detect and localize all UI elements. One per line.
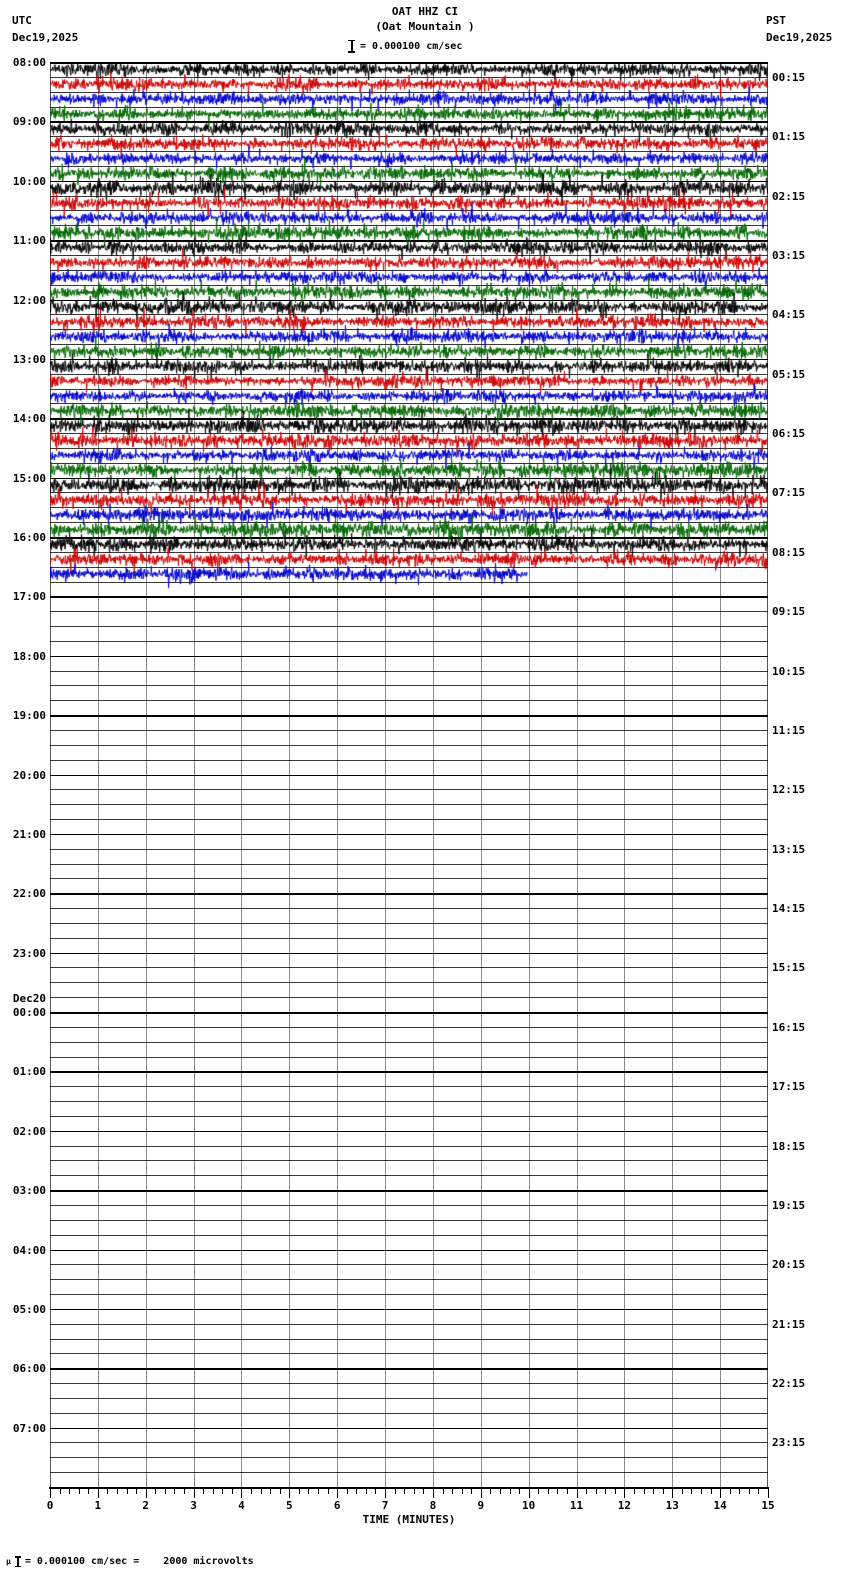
x-axis-tick-label: 9 xyxy=(477,1499,485,1512)
hour-label-pst: 03:15 xyxy=(772,248,806,262)
hour-label-utc: 22:00 xyxy=(12,887,46,901)
hour-label-pst: 14:15 xyxy=(772,902,806,916)
hour-label-utc: 04:00 xyxy=(12,1243,46,1257)
x-axis-minor-tick xyxy=(213,1487,214,1494)
hour-label-pst: 09:15 xyxy=(772,605,806,619)
hour-label-utc: 11:00 xyxy=(12,234,46,248)
x-axis-minor-tick xyxy=(117,1487,118,1494)
hour-label-utc: 13:00 xyxy=(12,352,46,366)
x-axis-minor-tick xyxy=(318,1487,319,1494)
x-axis-minor-tick xyxy=(261,1487,262,1494)
scale-legend xyxy=(348,38,462,54)
x-axis-title: TIME (MINUTES) xyxy=(362,1513,456,1526)
x-axis-minor-tick xyxy=(644,1487,645,1494)
x-axis-major-tick xyxy=(50,1487,51,1498)
x-axis-minor-tick xyxy=(567,1487,568,1494)
station-title: OAT HHZ CI xyxy=(391,5,459,18)
x-axis-minor-tick xyxy=(605,1487,606,1494)
hour-label-pst: 16:15 xyxy=(772,1020,806,1034)
x-axis-major-tick xyxy=(624,1487,625,1498)
hour-label-utc: 03:00 xyxy=(12,1184,46,1198)
x-axis-major-tick xyxy=(337,1487,338,1498)
hour-label-pst: 10:15 xyxy=(772,664,806,678)
x-axis-tick-label: 12 xyxy=(617,1499,632,1512)
hour-label-pst: 17:15 xyxy=(772,1080,806,1094)
x-axis-minor-tick xyxy=(270,1487,271,1494)
seismogram-traces xyxy=(50,62,768,1487)
hour-label-pst: 11:15 xyxy=(772,723,806,737)
x-axis-minor-tick xyxy=(500,1487,501,1494)
hour-label-pst: 22:15 xyxy=(772,1377,806,1391)
x-axis-minor-tick xyxy=(443,1487,444,1494)
x-axis-minor-tick xyxy=(615,1487,616,1494)
pst-timezone-label: PST xyxy=(766,14,786,27)
x-axis-minor-tick xyxy=(127,1487,128,1494)
x-axis-major-tick xyxy=(241,1487,242,1498)
x-axis-tick-label: 13 xyxy=(665,1499,679,1512)
x-axis-line xyxy=(49,1487,769,1489)
day-break-label: Dec20 xyxy=(12,992,46,1005)
hour-label-pst: 15:15 xyxy=(772,961,806,975)
hour-label-utc: 09:00 xyxy=(12,115,46,129)
x-axis-minor-tick xyxy=(711,1487,712,1494)
scale-legend-text: = 0.000100 cm/sec xyxy=(360,40,463,52)
x-axis-major-tick xyxy=(577,1487,578,1498)
x-axis-minor-tick xyxy=(701,1487,702,1494)
x-axis-minor-tick xyxy=(299,1487,300,1494)
hour-label-pst: 05:15 xyxy=(772,367,806,381)
x-axis-major-tick xyxy=(98,1487,99,1498)
x-axis-tick-label: 3 xyxy=(190,1499,197,1512)
x-axis-minor-tick xyxy=(280,1487,281,1494)
x-axis-minor-tick xyxy=(730,1487,731,1494)
x-axis-minor-tick xyxy=(682,1487,683,1494)
x-axis-minor-tick xyxy=(232,1487,233,1494)
x-axis-minor-tick xyxy=(60,1487,61,1494)
x-axis-minor-tick xyxy=(184,1487,185,1494)
scale-bar-icon xyxy=(348,40,355,53)
hour-label-utc: 18:00 xyxy=(12,649,46,663)
x-axis xyxy=(46,1487,775,1512)
x-axis-minor-tick xyxy=(548,1487,549,1494)
x-axis-minor-tick xyxy=(88,1487,89,1494)
x-axis-minor-tick xyxy=(174,1487,175,1494)
x-axis-minor-tick xyxy=(586,1487,587,1494)
pst-date-label: Dec19,2025 xyxy=(766,31,833,44)
x-axis-minor-tick xyxy=(328,1487,329,1494)
x-axis-major-tick xyxy=(194,1487,195,1498)
x-axis-major-tick xyxy=(768,1487,769,1498)
x-axis-minor-tick xyxy=(414,1487,415,1494)
x-axis-minor-tick xyxy=(423,1487,424,1494)
x-axis-tick-label: 4 xyxy=(238,1499,245,1512)
hour-label-utc: 10:00 xyxy=(12,174,46,188)
x-axis-minor-tick xyxy=(308,1487,309,1494)
hour-label-utc: 17:00 xyxy=(12,590,46,604)
x-axis-minor-tick xyxy=(155,1487,156,1494)
hour-label-pst: 07:15 xyxy=(772,486,806,500)
x-axis-minor-tick xyxy=(739,1487,740,1494)
hour-label-utc: 12:00 xyxy=(12,293,46,307)
hour-label-utc: 02:00 xyxy=(12,1124,46,1138)
x-axis-major-tick xyxy=(146,1487,147,1498)
hour-label-utc: 00:00 xyxy=(12,1006,46,1019)
x-axis-minor-tick xyxy=(107,1487,108,1494)
x-axis-major-tick xyxy=(481,1487,482,1498)
hour-label-pst: 00:15 xyxy=(772,70,806,84)
hour-label-utc: 21:00 xyxy=(12,827,46,841)
x-axis-minor-tick xyxy=(356,1487,357,1494)
x-axis-major-tick xyxy=(672,1487,673,1498)
footer-scale-text: = 0.000100 cm/sec = 2000 microvolts xyxy=(24,1556,254,1567)
hour-label-utc: 06:00 xyxy=(12,1362,46,1376)
x-axis-minor-tick xyxy=(634,1487,635,1494)
hour-label-utc: 16:00 xyxy=(12,531,46,544)
x-axis-minor-tick xyxy=(404,1487,405,1494)
x-axis-tick-label: 0 xyxy=(46,1499,54,1512)
hour-label-pst: 21:15 xyxy=(772,1317,806,1331)
x-axis-tick-label: 7 xyxy=(381,1499,389,1512)
x-axis-tick-label: 2 xyxy=(142,1499,150,1512)
hour-label-utc: 20:00 xyxy=(12,768,46,782)
x-axis-major-tick xyxy=(720,1487,721,1498)
x-axis-minor-tick xyxy=(471,1487,472,1494)
x-axis-minor-tick xyxy=(691,1487,692,1494)
hour-label-pst: 01:15 xyxy=(772,130,806,144)
x-axis-minor-tick xyxy=(749,1487,750,1494)
footer-scale-note xyxy=(6,1556,254,1567)
hour-label-pst: 02:15 xyxy=(772,189,806,203)
x-axis-minor-tick xyxy=(596,1487,597,1494)
x-axis-minor-tick xyxy=(69,1487,70,1494)
hour-label-utc: 07:00 xyxy=(12,1421,46,1435)
utc-timezone-label: UTC xyxy=(12,14,32,27)
x-axis-tick-label: 5 xyxy=(286,1499,293,1512)
x-axis-tick-label: 14 xyxy=(713,1499,727,1512)
x-axis-minor-tick xyxy=(758,1487,759,1494)
x-axis-minor-tick xyxy=(538,1487,539,1494)
hour-label-utc: 19:00 xyxy=(12,709,46,723)
x-axis-tick-label: 15 xyxy=(761,1499,775,1512)
x-axis-tick-label: 11 xyxy=(569,1499,584,1512)
x-axis-minor-tick xyxy=(462,1487,463,1494)
x-axis-minor-tick xyxy=(510,1487,511,1494)
hour-label-pst: 08:15 xyxy=(772,545,806,559)
x-axis-minor-tick xyxy=(251,1487,252,1494)
x-axis-minor-tick xyxy=(165,1487,166,1494)
hour-label-utc: 15:00 xyxy=(12,471,46,485)
hour-label-pst: 13:15 xyxy=(772,842,806,856)
x-axis-tick-label: 8 xyxy=(429,1499,437,1512)
x-axis-minor-tick xyxy=(203,1487,204,1494)
x-axis-minor-tick xyxy=(519,1487,520,1494)
footer-scale-bar-icon xyxy=(15,1556,21,1567)
x-axis-major-tick xyxy=(529,1487,530,1498)
x-axis-minor-tick xyxy=(663,1487,664,1494)
hour-label-pst: 19:15 xyxy=(772,1198,806,1212)
hour-label-pst: 20:15 xyxy=(772,1258,806,1272)
hour-label-utc: 23:00 xyxy=(12,946,46,960)
station-subtitle: (Oat Mountain ) xyxy=(375,20,475,33)
x-axis-minor-tick xyxy=(653,1487,654,1494)
x-axis-minor-tick xyxy=(395,1487,396,1494)
hour-label-pst: 23:15 xyxy=(772,1436,806,1450)
x-axis-major-tick xyxy=(289,1487,290,1498)
x-axis-minor-tick xyxy=(366,1487,367,1494)
hour-label-utc: 08:00 xyxy=(12,56,46,69)
x-axis-major-tick xyxy=(433,1487,434,1498)
x-axis-tick-label: 1 xyxy=(94,1499,102,1512)
hour-label-pst: 12:15 xyxy=(772,783,806,797)
x-axis-minor-tick xyxy=(375,1487,376,1494)
hour-label-pst: 18:15 xyxy=(772,1139,806,1153)
hour-label-utc: 05:00 xyxy=(12,1302,46,1316)
hour-label-utc: 01:00 xyxy=(12,1065,46,1079)
hour-label-pst: 04:15 xyxy=(772,308,806,322)
x-axis-minor-tick xyxy=(490,1487,491,1494)
micro-symbol: µ xyxy=(6,1557,11,1566)
x-axis-minor-tick xyxy=(222,1487,223,1494)
x-axis-minor-tick xyxy=(136,1487,137,1494)
x-axis-minor-tick xyxy=(347,1487,348,1494)
x-axis-tick-label: 6 xyxy=(333,1499,341,1512)
x-axis-minor-tick xyxy=(452,1487,453,1494)
hour-label-pst: 06:15 xyxy=(772,427,806,441)
x-axis-minor-tick xyxy=(79,1487,80,1494)
x-axis-minor-tick xyxy=(557,1487,558,1494)
x-axis-major-tick xyxy=(385,1487,386,1498)
utc-date-label: Dec19,2025 xyxy=(12,31,79,44)
hour-label-utc: 14:00 xyxy=(12,412,46,426)
x-axis-tick-label: 10 xyxy=(522,1499,536,1512)
